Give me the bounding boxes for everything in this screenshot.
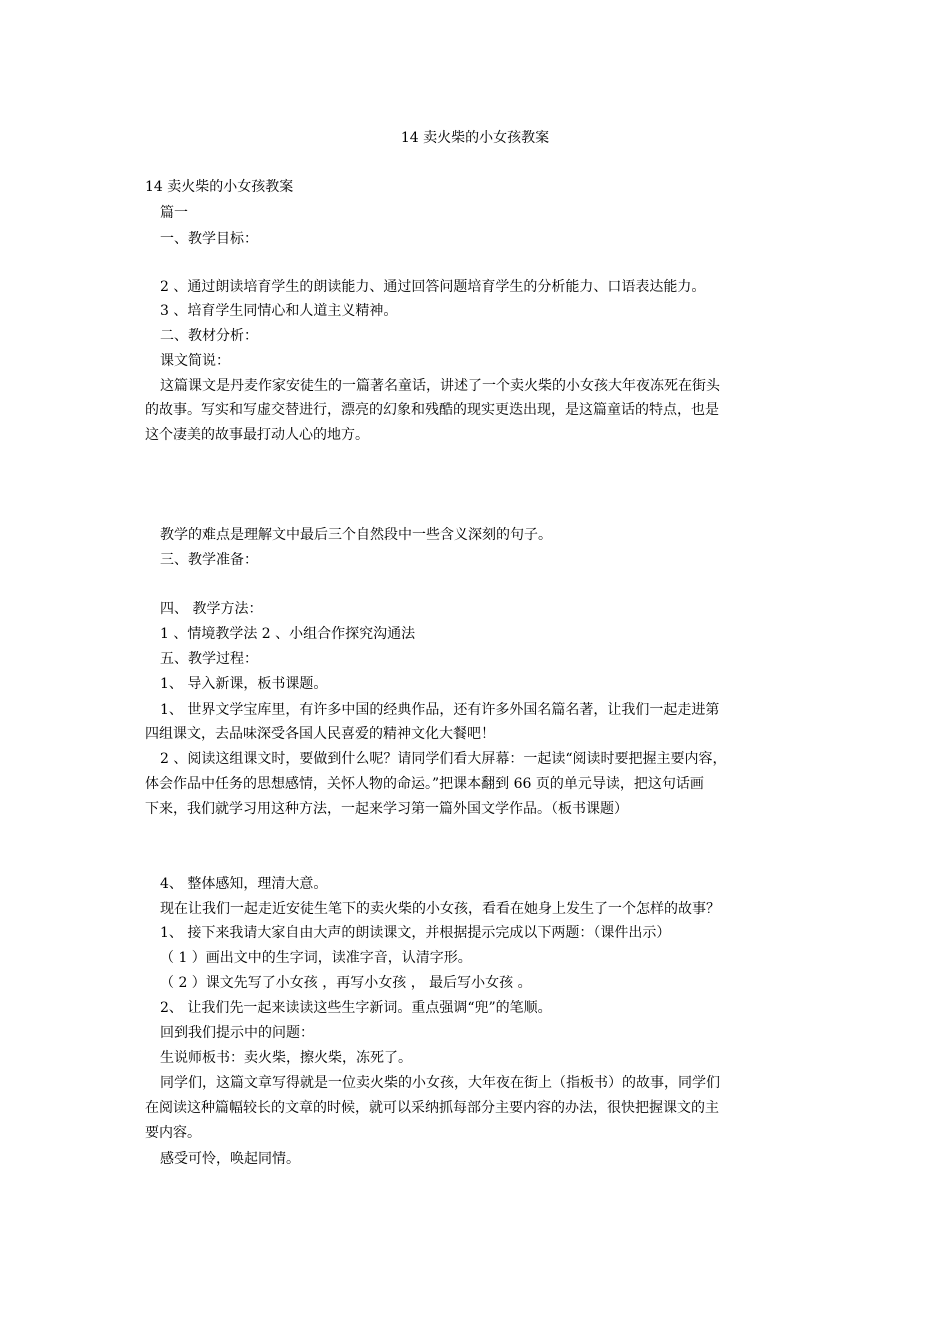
text-line: 三、教学准备：: [160, 552, 258, 568]
text-line: 篇一: [160, 205, 188, 221]
text-line: 下来，我们就学习用这种方法，一起来学习第一篇外国文学作品。（板书课题）: [145, 801, 628, 817]
text-line: 教学的难点是理解文中最后三个自然段中一些含义深刻的句子。: [160, 527, 552, 543]
text-line: 一、教学目标：: [160, 231, 258, 247]
text-line: 五、教学过程：: [160, 651, 258, 667]
text-line: 1 、情境教学法 2 、小组合作探究沟通法: [160, 626, 416, 642]
text-line: 1、 接下来我请大家自由大声的朗读课文，并根据提示完成以下两题：（课件出示）: [160, 925, 671, 941]
text-line: 课文简说：: [160, 353, 230, 369]
text-line: 2 、通过朗读培育学生的朗读能力、通过回答问题培育学生的分析能力、口语表达能力。: [160, 279, 706, 295]
text-line: （ 1 ）画出文中的生字词，读准字音，认清字形。: [160, 950, 472, 966]
text-line: 感受可怜，唤起同情。: [160, 1151, 300, 1167]
text-line: 四、 教学方法：: [160, 601, 263, 617]
text-line: 二、教材分析：: [160, 328, 258, 344]
text-line: 1、 世界文学宝库里，有许多中国的经典作品，还有许多外国名篇名著，让我们一起走进第: [160, 702, 720, 718]
text-line: 要内容。: [145, 1125, 201, 1141]
text-line: 在阅读这种篇幅较长的文章的时候，就可以采纳抓每部分主要内容的办法，很快把握课文的主: [145, 1100, 719, 1116]
text-line: 体会作品中任务的思想感情，关怀人物的命运。”把课本翻到 66 页的单元导读，把这句话画: [145, 776, 704, 792]
text-line: 同学们，这篇文章写得就是一位卖火柴的小女孩，大年夜在街上（指板书）的故事，同学们: [160, 1075, 720, 1091]
text-line: 这篇课文是丹麦作家安徒生的一篇著名童话，讲述了一个卖火柴的小女孩大年夜冻死在街头: [160, 378, 720, 394]
text-line: 生说师板书：卖火柴，擦火柴，冻死了。: [160, 1050, 412, 1066]
text-line: 1、 导入新课，板书课题。: [160, 676, 328, 692]
text-line: 2 、阅读这组课文时，要做到什么呢？请同学们看大屏幕：一起读“阅读时要把握主要内容，: [160, 751, 727, 767]
text-line: 这个凄美的故事最打动人心的地方。: [145, 427, 369, 443]
text-line: （ 2 ）课文先写了小女孩 ，再写小女孩 ， 最后写小女孩 。: [160, 975, 532, 991]
text-line: 四组课文，去品味深受各国人民喜爱的精神文化大餐吧！: [145, 726, 495, 742]
text-line: 回到我们提示中的问题：: [160, 1025, 314, 1041]
text-line: 14 卖火柴的小女孩教案: [145, 179, 294, 195]
text-line: 2、 让我们先一起来读读这些生字新词。重点强调“兜”的笔顺。: [160, 1000, 552, 1016]
text-line: 3 、培育学生同情心和人道主义精神。: [160, 303, 398, 319]
document-title: 14 卖火柴的小女孩教案: [400, 130, 550, 146]
text-line: 的故事。写实和写虚交替进行，漂亮的幻象和残酷的现实更迭出现，是这篇童话的特点，也是: [145, 402, 719, 418]
text-line: 4、 整体感知，理清大意。: [160, 876, 328, 892]
text-line: 现在让我们一起走近安徒生笔下的卖火柴的小女孩，看看在她身上发生了一个怎样的故事？: [160, 901, 720, 917]
